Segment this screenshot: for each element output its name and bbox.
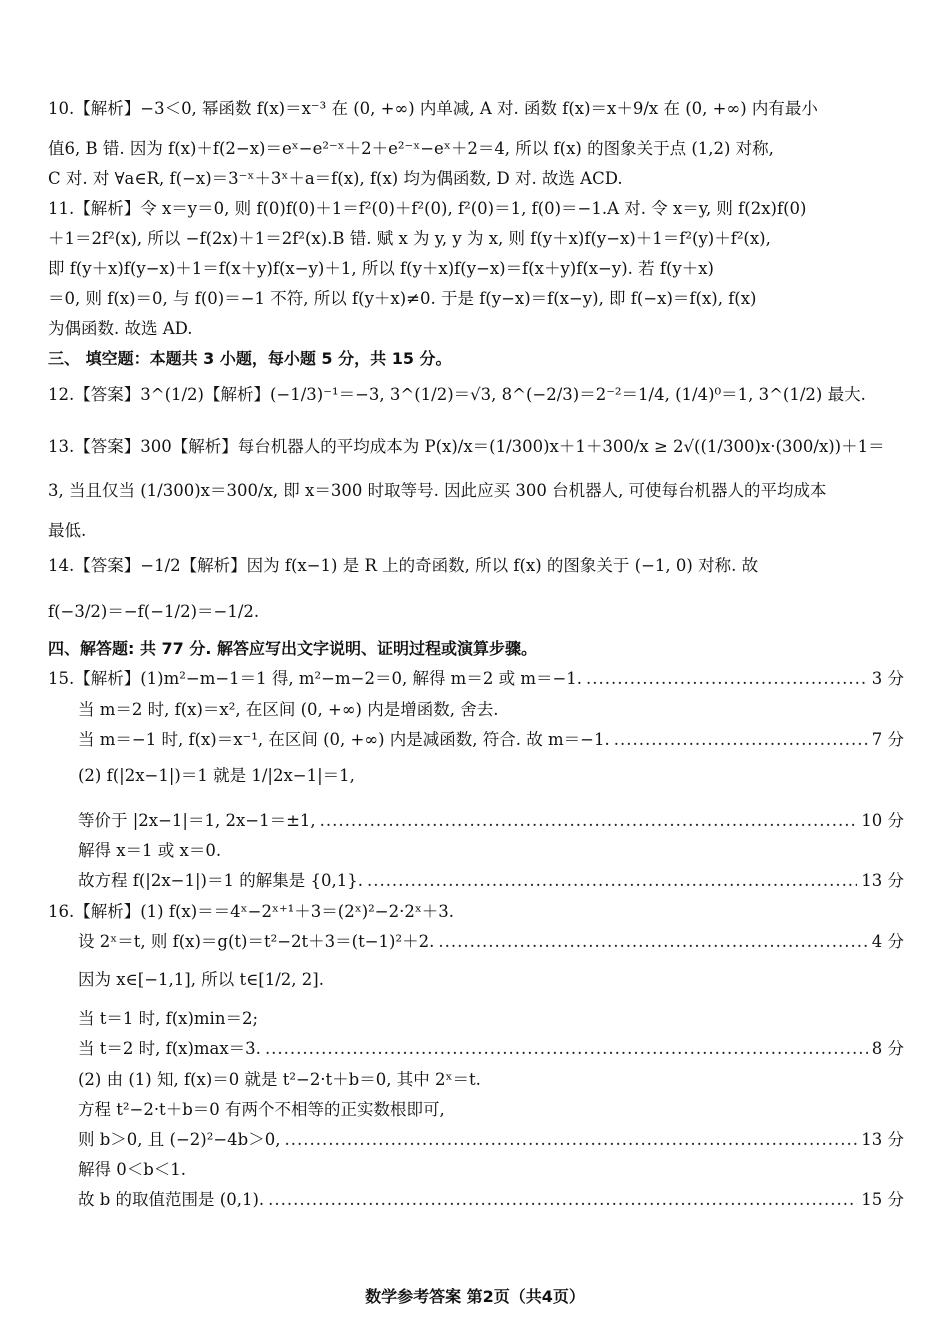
q15-line-5-text: 等价于 |2x−1|＝1, 2x−1＝±1, [78, 811, 316, 830]
q16-line-9: 解得 0＜b＜1. [78, 1160, 187, 1179]
q14-line-2: f(−3/2)＝−f(−1/2)＝−1/2. [48, 602, 260, 621]
leader-dots [268, 1190, 857, 1210]
q13-line-3: 最低. [48, 521, 87, 540]
q15-line-7 [78, 871, 904, 891]
score-3: 3 分 [871, 669, 904, 688]
q16-line-1: 16.【解析】(1) f(x)＝＝4ˣ−2ˣ⁺¹＋3＝(2ˣ)²−2·2ˣ＋3. [48, 902, 455, 921]
q11-line-4: ＝0, 则 f(x)＝0, 与 f(0)＝−1 不符, 所以 f(y＋x)≠0. 于是 f(y−x)＝f(x−y), 即 f(−x)＝f(x), f(x) [48, 289, 757, 308]
q11-line-1: 11.【解析】令 x＝y＝0, 则 f(0)f(0)＋1＝f²(0)＋f²(0), f²(0)＝1, f(0)＝−1.A 对. 令 x＝y, 则 f(2x)f(0) [48, 199, 807, 218]
q16-line-8-text: 则 b＞0, 且 (−2)²−4b＞0, [78, 1130, 281, 1149]
q15-line-1 [48, 669, 904, 689]
q16-line-10 [78, 1190, 904, 1210]
q15-line-6: 解得 x＝1 或 x＝0. [78, 841, 222, 860]
score-13: 13 分 [861, 871, 904, 890]
q16-line-3: 因为 x∈[−1,1], 所以 t∈[1/2, 2]. [78, 970, 324, 989]
q10-line-1: 10.【解析】−3＜0, 幂函数 f(x)＝x⁻³ 在 (0, +∞) 内单减, A 对. 函数 f(x)＝x＋9/x 在 (0, +∞) 内有最小 [48, 99, 818, 118]
section-4-heading: 四、解答题: 共 77 分. 解答应写出文字说明、证明过程或演算步骤。 [48, 639, 538, 658]
q16-line-2-text: 设 2ˣ＝t, 则 f(x)＝g(t)＝t²−2t＋3＝(t−1)²＋2. [78, 932, 435, 951]
leader-dots [367, 871, 857, 891]
score-4: 4 分 [871, 932, 904, 951]
q16-line-5-text: 当 t＝2 时, f(x)max＝3. [78, 1039, 261, 1058]
section-3-heading: 三、 填空题：本题共 3 小题，每小题 5 分，共 15 分。 [48, 349, 452, 368]
q15-line-2: 当 m＝2 时, f(x)＝x², 在区间 (0, +∞) 内是增函数, 舍去. [78, 700, 499, 719]
leader-dots [284, 1130, 857, 1150]
q14-line-1: 14.【答案】−1/2【解析】因为 f(x−1) 是 R 上的奇函数, 所以 f(x) 的图象关于 (−1, 0) 对称. 故 [48, 556, 759, 575]
q15-line-4: (2) f(|2x−1|)＝1 就是 1/|2x−1|＝1, [78, 766, 355, 785]
score-7: 7 分 [871, 730, 904, 749]
score-15: 15 分 [861, 1190, 904, 1209]
leader-dots [438, 932, 867, 952]
score-13b: 13 分 [861, 1130, 904, 1149]
q15-line-1-text: 15.【解析】(1)m²−m−1＝1 得, m²−m−2＝0, 解得 m＝2 或 m＝−1. [48, 669, 583, 688]
leader-dots [320, 811, 858, 831]
q16-line-6: (2) 由 (1) 知, f(x)＝0 就是 t²−2·t＋b＝0, 其中 2ˣ＝t. [78, 1070, 481, 1089]
q13-line-2: 3, 当且仅当 (1/300)x＝300/x, 即 x＝300 时取等号. 因此应买 300 台机器人, 可使每台机器人的平均成本 [48, 481, 827, 500]
q11-line-2: ＋1＝2f²(x), 所以 −f(2x)＋1＝2f²(x).B 错. 赋 x 为 y, y 为 x, 则 f(y＋x)f(y−x)＋1＝f²(y)＋f²(x), [48, 229, 771, 248]
q16-line-8 [78, 1130, 904, 1150]
q13-line-1: 13.【答案】300【解析】每台机器人的平均成本为 P(x)/x＝(1/300)x＋1＋300/x ≥ 2√((1/300)x·(300/x))＋1＝ [48, 437, 885, 456]
q15-line-3-text: 当 m＝−1 时, f(x)＝x⁻¹, 在区间 (0, +∞) 内是减函数, 符合. 故 m＝−1. [78, 730, 610, 749]
q15-line-7-text: 故方程 f(|2x−1|)＝1 的解集是 {0,1}. [78, 871, 363, 890]
page-footer: 数学参考答案 第2页（共4页） [365, 1287, 585, 1306]
q16-line-4: 当 t＝1 时, f(x)min＝2; [78, 1009, 259, 1028]
leader-dots [614, 730, 868, 750]
q10-line-3: C 对. 对 ∀a∈R, f(−x)＝3⁻ˣ＋3ˣ＋a＝f(x), f(x) 均为偶函数, D 对. 故选 ACD. [48, 169, 623, 188]
q11-line-5: 为偶函数. 故选 AD. [48, 319, 193, 338]
q10-line-2: 值6, B 错. 因为 f(x)＋f(2−x)＝eˣ−e²⁻ˣ＋2＋e²⁻ˣ−eˣ＋2＝4, 所以 f(x) 的图象关于点 (1,2) 对称, [48, 139, 774, 158]
q12-line: 12.【答案】3^(1/2)【解析】(−1/3)⁻¹＝−3, 3^(1/2)＝√3, 8^(−2/3)＝2⁻²＝1/4, (1/4)⁰＝1, 3^(1/2) 最大. [48, 385, 866, 404]
q16-line-7: 方程 t²−2·t＋b＝0 有两个不相等的正实数根即可, [78, 1100, 445, 1119]
q11-line-3: 即 f(y＋x)f(y−x)＋1＝f(x＋y)f(x−y)＋1, 所以 f(y＋x)f(y−x)＝f(x＋y)f(x−y). 若 f(y＋x) [48, 259, 714, 278]
q16-line-5 [78, 1039, 904, 1059]
q16-line-2 [78, 932, 904, 952]
leader-dots [265, 1039, 868, 1059]
q15-line-3 [78, 730, 904, 750]
q15-line-5 [78, 811, 904, 831]
q16-line-10-text: 故 b 的取值范围是 (0,1). [78, 1190, 265, 1209]
score-8: 8 分 [871, 1039, 904, 1058]
leader-dots [586, 669, 868, 689]
score-10: 10 分 [861, 811, 904, 830]
